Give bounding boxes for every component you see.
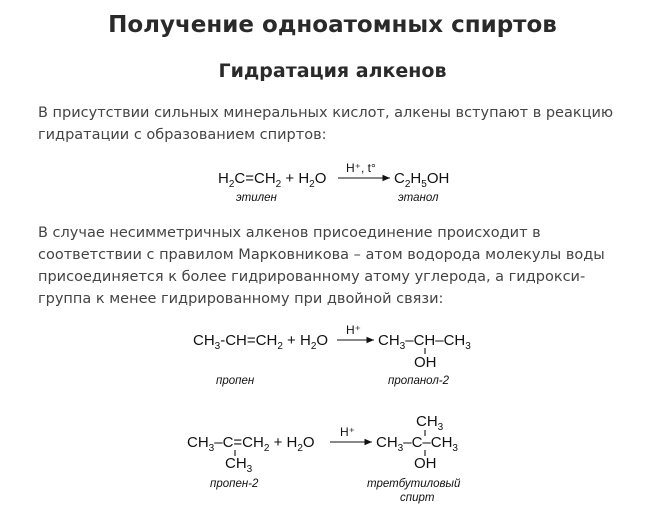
arrow-condition: H⁺: [340, 425, 355, 439]
product-caption-line1: третбутиловый: [367, 478, 461, 490]
ethylene-formula: $H_2C=CH_2 + H_2O$: [218, 170, 327, 190]
product-caption-line2: спирт: [400, 492, 435, 504]
methyl-top: $CH_3$: [416, 413, 444, 433]
isobutylene-formula: $CH_3-C=CH_2 + H_2O$: [187, 434, 315, 454]
reactant-caption: пропен-2: [210, 478, 259, 490]
reaction-propene-hydration: [193, 323, 471, 387]
reaction-ethylene-hydration: [218, 161, 449, 204]
product-caption: пропанол-2: [388, 375, 450, 387]
intro-paragraph: В присутствии сильных минеральных кислот, алкены вступают в реакцию гидратации с образованием спиртов:: [38, 105, 614, 143]
product-caption: этанол: [398, 192, 439, 204]
propene-formula: $CH_3-CH=CH_2 + H_2O$: [193, 332, 329, 352]
reaction-isobutylene-hydration: [187, 413, 461, 504]
reactant-caption: этилен: [236, 192, 277, 204]
reactant-caption: пропен: [216, 375, 255, 387]
propanol-formula: $CH_3-CH-CH_3$: [378, 332, 471, 352]
markovnikov-paragraph: В случае несимметричных алкенов присоединение происходит в соответствии с правилом Марковникова – атом водорода молекулы воды присоединяется к более гидрированному атому углерода, а гидрокси-группа к менее гидрированному при двойной связи:: [38, 225, 605, 307]
arrow-condition: H⁺, t°: [346, 161, 376, 175]
section-heading: Гидратация алкенов: [218, 60, 447, 82]
ethanol-formula: $C_2H_5OH$: [394, 170, 450, 190]
page-title: Получение одноатомных спиртов: [108, 12, 557, 38]
hydroxyl-group: OH: [414, 455, 437, 472]
hydroxyl-group: OH: [414, 354, 437, 371]
tert-butanol-formula: $CH_3-C-CH_3$: [376, 434, 458, 454]
methyl-branch: $CH_3$: [225, 455, 253, 475]
arrow-condition: H⁺: [346, 323, 361, 337]
